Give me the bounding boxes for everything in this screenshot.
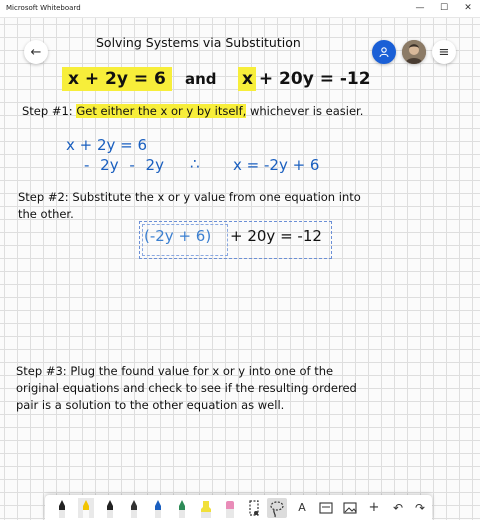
pen-black-2-icon[interactable] (101, 498, 119, 518)
text-icon[interactable]: A (298, 501, 306, 514)
step3-line2: original equations and check to see if the resulting ordered (16, 381, 357, 395)
equation-2: x + 20y = -12 (238, 67, 375, 91)
page-title: Solving Systems via Substitution (96, 35, 301, 50)
user-avatar[interactable] (402, 40, 426, 64)
pen-green-icon[interactable] (173, 498, 191, 518)
minimize-button[interactable]: — (415, 3, 425, 13)
step1-highlight: Get either the x or y by itself, (76, 104, 247, 118)
image-icon[interactable] (341, 498, 359, 518)
add-icon[interactable]: + (368, 500, 380, 515)
step1-result: x = -2y + 6 (233, 156, 320, 174)
undo-icon[interactable]: ↶ (392, 501, 404, 515)
step3-line3: pair is a solution to the other equation as well. (16, 398, 285, 412)
back-button[interactable] (24, 40, 48, 64)
inking-toolbar (45, 495, 432, 520)
pen-yellow-selected-icon[interactable] (77, 498, 95, 518)
pen-dark-icon[interactable] (125, 498, 143, 518)
menu-button[interactable] (432, 40, 456, 64)
step2-line2: the other. (18, 207, 74, 221)
highlighter-yellow-icon[interactable] (197, 498, 215, 518)
person-icon (378, 46, 390, 58)
step1-work-line1: x + 2y = 6 (66, 136, 148, 154)
pen-black-icon[interactable] (53, 498, 71, 518)
back-arrow-icon: ← (30, 44, 42, 60)
step3-line1: Step #3: Plug the found value for x or y into one of the (16, 364, 334, 378)
hamburger-icon: ≡ (438, 44, 450, 60)
step1-label: Step #1: (22, 104, 73, 118)
eraser-icon[interactable] (221, 498, 239, 518)
step2-line1: Step #2: Substitute the x or y value from one equation into (18, 190, 361, 204)
equations-and-label: and (185, 70, 217, 88)
ruler-icon[interactable] (245, 498, 263, 518)
step1-work-line2: - 2y - 2y (84, 156, 164, 174)
substituted-expression: (-2y + 6) (144, 227, 212, 245)
app-title: Microsoft Whiteboard (6, 4, 81, 12)
step1-text (22, 104, 363, 118)
equation-1: x + 2y = 6 (62, 67, 172, 91)
pen-blue-icon[interactable] (149, 498, 167, 518)
title-bar (0, 0, 480, 18)
step1-rest: whichever is easier. (249, 104, 364, 118)
note-icon[interactable] (317, 498, 335, 518)
redo-icon[interactable]: ↷ (414, 501, 426, 515)
therefore-symbol: ∴ (190, 155, 200, 173)
maximize-button[interactable]: ☐ (439, 3, 449, 13)
share-button[interactable] (372, 40, 396, 64)
whiteboard-canvas[interactable] (0, 18, 480, 520)
avatar-photo-icon (402, 40, 426, 64)
close-button[interactable]: ✕ (464, 3, 472, 13)
lasso-select-icon[interactable] (267, 498, 287, 518)
remaining-equation: + 20y = -12 (230, 227, 322, 245)
